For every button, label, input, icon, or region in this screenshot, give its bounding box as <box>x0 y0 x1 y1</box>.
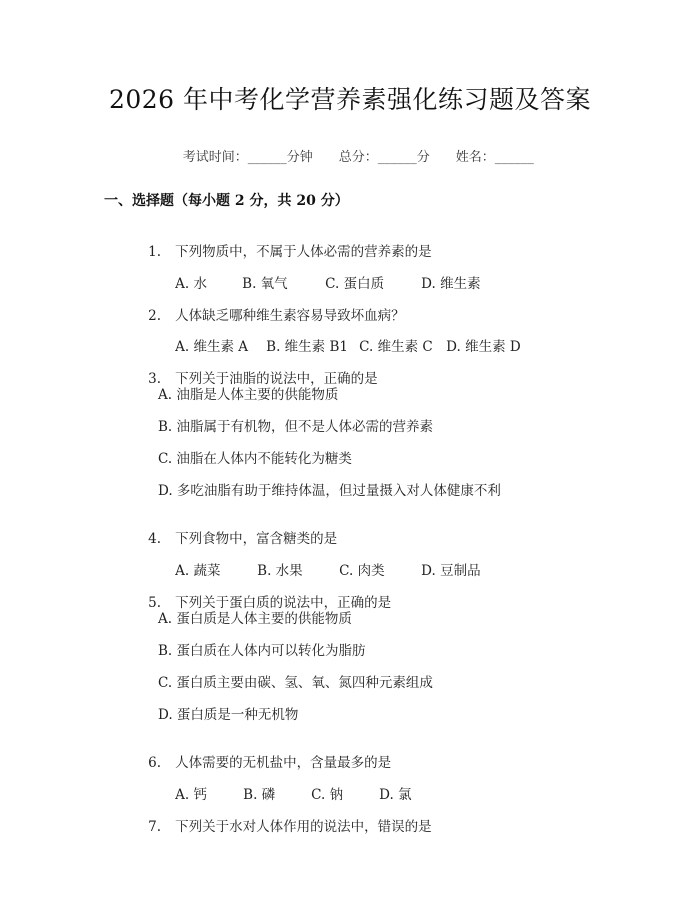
question-number: 3. <box>148 371 162 387</box>
option: B. 油脂属于有机物，但不是人体必需的营养素 <box>158 419 434 435</box>
question-text: 下列食物中，富含糖类的是 <box>175 531 338 547</box>
option: B. 蛋白质在人体内可以转化为脂肪 <box>158 643 366 659</box>
option: B. 水果 <box>257 563 303 579</box>
question-text: 人体需要的无机盐中，含量最多的是 <box>175 755 392 771</box>
question <box>131 799 432 851</box>
student-name: 姓名：______ <box>455 150 534 165</box>
option: A. 油脂是人体主要的供能物质 <box>158 387 339 403</box>
question-text: 人体缺乏哪种维生素容易导致坏血病？ <box>175 308 405 324</box>
option: A. 维生素 A <box>175 339 249 355</box>
option: A. 蔬菜 <box>175 563 221 579</box>
option: C. 蛋白质主要由碳、氢、氧、氮四种元素组成 <box>158 675 433 691</box>
option: D. 维生素 <box>421 276 481 292</box>
section-heading: 一、选择题（每小题 2 分，共 20 分） <box>104 193 349 209</box>
question-text: 下列关于油脂的说法中，正确的是 <box>175 371 378 387</box>
option: D. 多吃油脂有助于维持体温，但过量摄入对人体健康不利 <box>158 483 501 499</box>
option: C. 钠 <box>311 787 344 803</box>
option: C. 维生素 C <box>359 339 433 355</box>
option: D. 蛋白质是一种无机物 <box>158 707 299 723</box>
question-number: 4. <box>148 531 162 547</box>
option: C. 油脂在人体内不能转化为糖类 <box>158 451 352 467</box>
exam-meta <box>0 131 700 180</box>
total-score: 总分：______分 <box>338 150 430 165</box>
question-number: 2. <box>148 308 162 324</box>
question-text: 下列物质中，不属于人体必需的营养素的是 <box>175 244 432 260</box>
option: D. 豆制品 <box>421 563 481 579</box>
option: A. 钙 <box>175 787 208 803</box>
question-text: 下列关于蛋白质的说法中，正确的是 <box>175 595 392 611</box>
option: C. 肉类 <box>339 563 385 579</box>
question-number: 1. <box>148 244 162 260</box>
question-text: 下列关于水对人体作用的说法中，错误的是 <box>175 819 432 835</box>
option: A. 水 <box>175 276 208 292</box>
option: B. 氧气 <box>242 276 288 292</box>
page-title: 2026 年中考化学营养素强化练习题及答案 <box>108 85 592 114</box>
exam-time: 考试时间：______分钟 <box>182 150 313 165</box>
option: B. 维生素 B1 <box>266 339 348 355</box>
option: A. 蛋白质是人体主要的供能物质 <box>158 611 352 627</box>
option: D. 氯 <box>379 787 412 803</box>
question-number: 5. <box>148 595 162 611</box>
option: B. 磷 <box>243 787 276 803</box>
option: D. 维生素 D <box>446 339 521 355</box>
question-number: 7. <box>148 819 162 835</box>
question-number: 6. <box>148 755 162 771</box>
option: C. 蛋白质 <box>325 276 385 292</box>
